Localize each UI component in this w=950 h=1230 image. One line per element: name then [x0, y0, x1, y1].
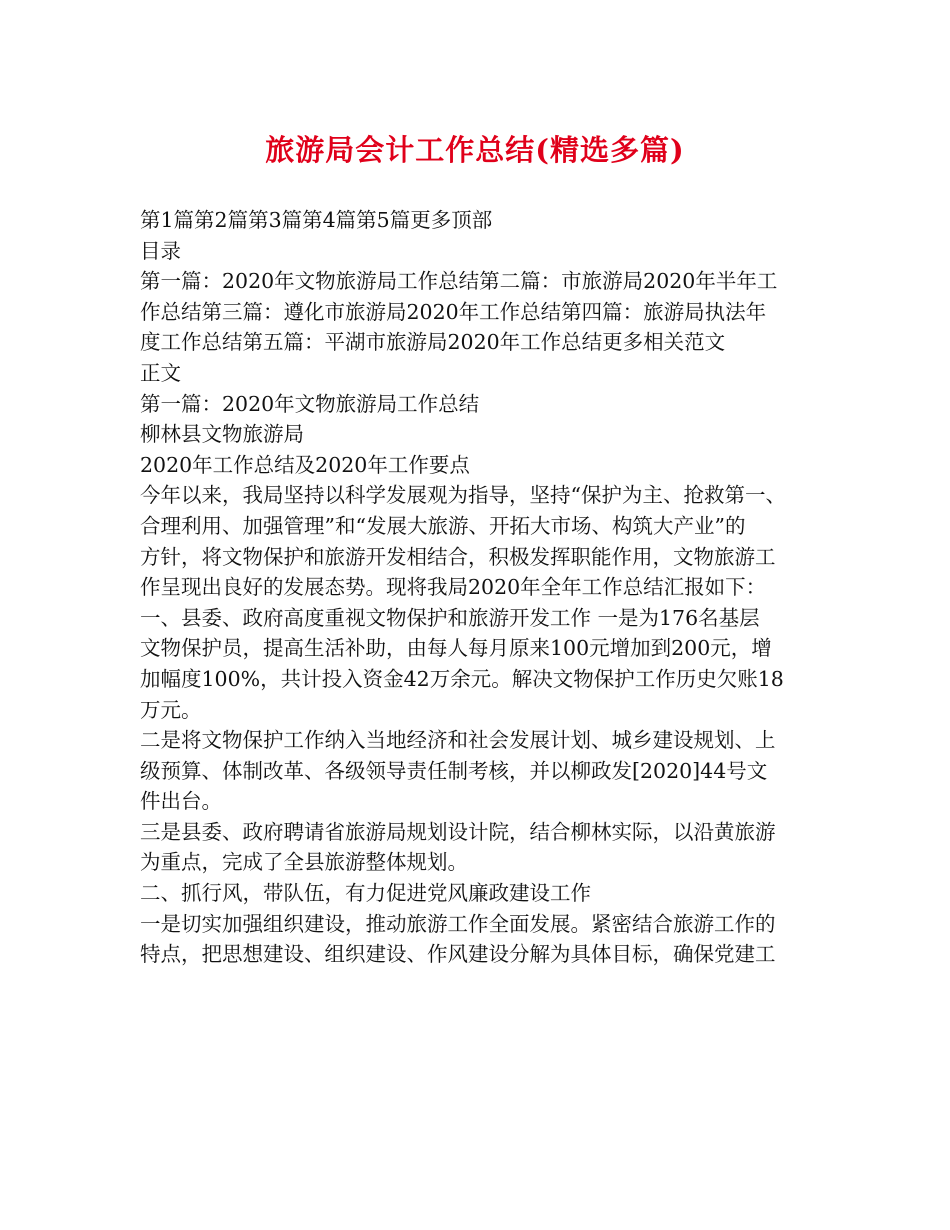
- text-line: 第1篇第2篇第3篇第4篇第5篇更多顶部: [140, 208, 493, 232]
- text-line: 二是将文物保护工作纳入当地经济和社会发展计划、城乡建设规划、上: [140, 728, 776, 753]
- text-line: 一是切实加强组织建设，推动旅游工作全面发展。紧密结合旅游工作的: [140, 911, 776, 936]
- text-line: 第一篇：2020年文物旅游局工作总结: [140, 391, 480, 416]
- text-line: 作总结第三篇：遵化市旅游局2020年工作总结第四篇：旅游局执法年: [140, 299, 767, 324]
- text-line: 作呈现出良好的发展态势。现将我局2020年全年工作总结汇报如下：: [140, 575, 767, 600]
- text-line: 级预算、体制改革、各级领导责任制考核，并以柳政发[2020]44号文: [140, 758, 768, 783]
- text-line: 目录: [140, 238, 181, 263]
- text-line: 二、抓行风，带队伍，有力促进党风廉政建设工作: [140, 881, 591, 906]
- text-line: 万元。: [140, 697, 202, 722]
- text-line: 件出台。: [140, 789, 222, 814]
- text-line: 第一篇：2020年文物旅游局工作总结第二篇：市旅游局2020年半年工: [140, 269, 778, 294]
- text-line: 度工作总结第五篇：平湖市旅游局2020年工作总结更多相关范文: [140, 330, 726, 355]
- text-line: 特点，把思想建设、组织建设、作风建设分解为具体目标，确保党建工: [140, 942, 776, 967]
- text-line: 今年以来，我局坚持以科学发展观为指导，坚持“保护为主、抢救第一、: [140, 483, 786, 508]
- text-line: 三是县委、政府聘请省旅游局规划设计院，结合柳林实际，以沿黄旅游: [140, 819, 776, 844]
- document-title: 旅游局会计工作总结(精选多篇): [265, 133, 685, 167]
- text-line: 为重点，完成了全县旅游整体规划。: [140, 850, 468, 875]
- text-line: 正文: [140, 360, 181, 385]
- text-line: 加幅度100%，共计投入资金42万余元。解决文物保护工作历史欠账18: [140, 666, 784, 691]
- text-line: 一、县委、政府高度重视文物保护和旅游开发工作 一是为176名基层: [140, 605, 760, 630]
- text-line: 柳林县文物旅游局: [140, 422, 304, 447]
- document-body: [140, 205, 830, 970]
- text-line: 2020年工作总结及2020年工作要点: [140, 452, 470, 477]
- text-line: 方针，将文物保护和旅游开发相结合，积极发挥职能作用，文物旅游工: [140, 544, 776, 569]
- text-line: 合理利用、加强管理”和“发展大旅游、开拓大市场、构筑大产业”的: [140, 513, 746, 538]
- text-line: 文物保护员，提高生活补助，由每人每月原来100元增加到200元，增: [140, 636, 772, 661]
